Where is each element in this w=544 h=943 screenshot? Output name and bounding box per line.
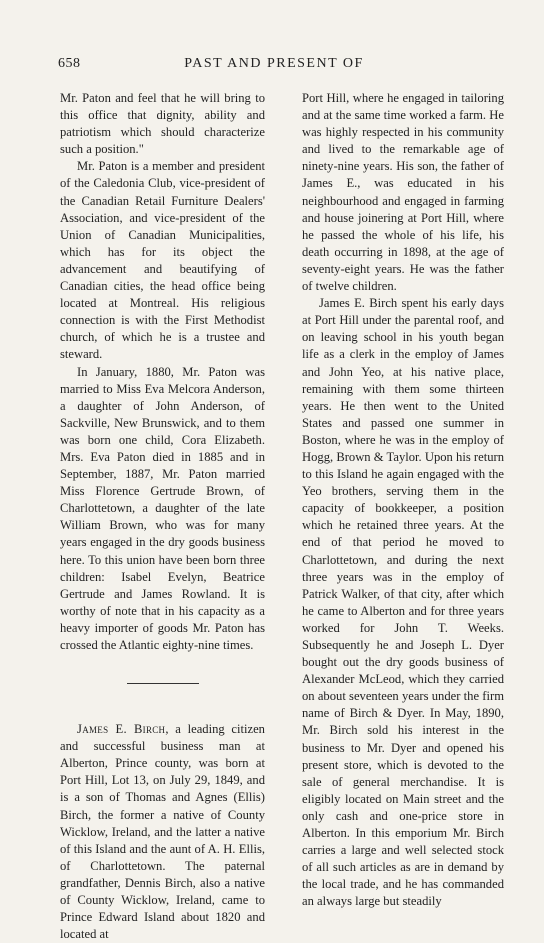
page-number: 658 bbox=[58, 56, 81, 71]
paragraph-paton-quote-end: Mr. Paton and feel that he will bring to this office that dignity, ability and patriotism which should characterize such a position." bbox=[60, 91, 265, 157]
paragraph-paton-family: In January, 1880, Mr. Paton was married to Miss Eva Melcora Anderson, a daughter of John Anderson, of Sackville, New Brunswick, and to them was born one child, Cora Elizabeth. Mrs. Eva Paton died in 1885 and in September, 1887, Mr. Paton married Miss Florence Gertrude Brown, of Charlottetown, a daughter of the late William Brown, who was for many years engaged in the dry goods business here. To this union have been born three children: Isabel Evelyn, Beatrice Gertrude and James Rowland. It is worthy of note that in his capacity as a heavy importer of goods Mr. Paton has crossed the Atlantic eighty-nine times. bbox=[60, 364, 265, 652]
paragraph-paton-memberships: Mr. Paton is a member and president of the Caledonia Club, vice-president of the Canadian Retail Furniture Dealers' Association, and vice-president of the Union of Canadian Municipalities, which has for its object the advancement and beautifying of Canadian cities, the head office being located at Montreal. His religious connection is with the First Methodist church, of which he is a trustee and steward. bbox=[60, 159, 265, 362]
right-column bbox=[302, 90, 504, 911]
paragraph-birch-intro bbox=[60, 721, 265, 943]
page-header bbox=[58, 56, 490, 78]
paragraph-birch-ancestry: Port Hill, where he engaged in tailoring and at the same time worked a farm. He was highly respected in his community and lived to the remarkable age of ninety-nine years. His son, the father of James E., was educated in his neighbourhood and engaged in farming and house joinering at Port Hill, where he passed the whole of his life, his death occurring in 1898, at the age of seventy-eight years. He was the father of twelve children. bbox=[302, 91, 504, 294]
paragraph-birch-intro-text: , a leading citizen and successful business man at Alberton, Prince county, was born at Port Hill, Lot 13, on July 29, 1849, and is a son of Thomas and Agnes (Ellis) Birch, the former a native of County Wicklow, Ireland, and the latter a native of this Island and the aunt of A. H. Ellis, of Charlottetown. The paternal grandfather, Dennis Birch, also a native of County Wicklow, Ireland, came to Prince Edward Island about 1820 and located at bbox=[60, 722, 265, 942]
left-column bbox=[60, 90, 265, 943]
paragraph-birch-career: James E. Birch spent his early days at Port Hill under the parental roof, and on leaving school in his youth began life as a clerk in the employ of James and John Yeo, at his native place, remaining with them some thirteen years. He then went to the United States and passed one summer in Boston, where he was in the employ of Hogg, Brown & Taylor. Upon his return to this Island he again engaged with the Yeo brothers, serving them in the capacity of bookkeeper, a position which he retained three years. At the end of that period he moved to Charlottetown, and during the next three years was in the employ of Patrick Walker, of that city, after which he came to Alberton and for three years worked for John T. Weeks. Subsequently he and Joseph L. Dyer bought out the dry goods business of Alexander McLeod, which they carried on about seventeen years under the firm name of Birch & Dyer. In May, 1890, Mr. Birch sold his interest in the business to Mr. Dyer and opened his present store, which is devoted to the sale of general merchandise. It is eligibly located on Main street and the only cash and one-price store in Alberton. In this emporium Mr. Birch carries a large and well selected stock of all such articles as are in demand by the local trade, and he has commanded an always large but steadily bbox=[302, 296, 504, 909]
running-title: PAST AND PRESENT OF bbox=[184, 56, 364, 71]
section-divider bbox=[127, 683, 199, 684]
biography-subject-name: James E. Birch bbox=[77, 722, 166, 737]
